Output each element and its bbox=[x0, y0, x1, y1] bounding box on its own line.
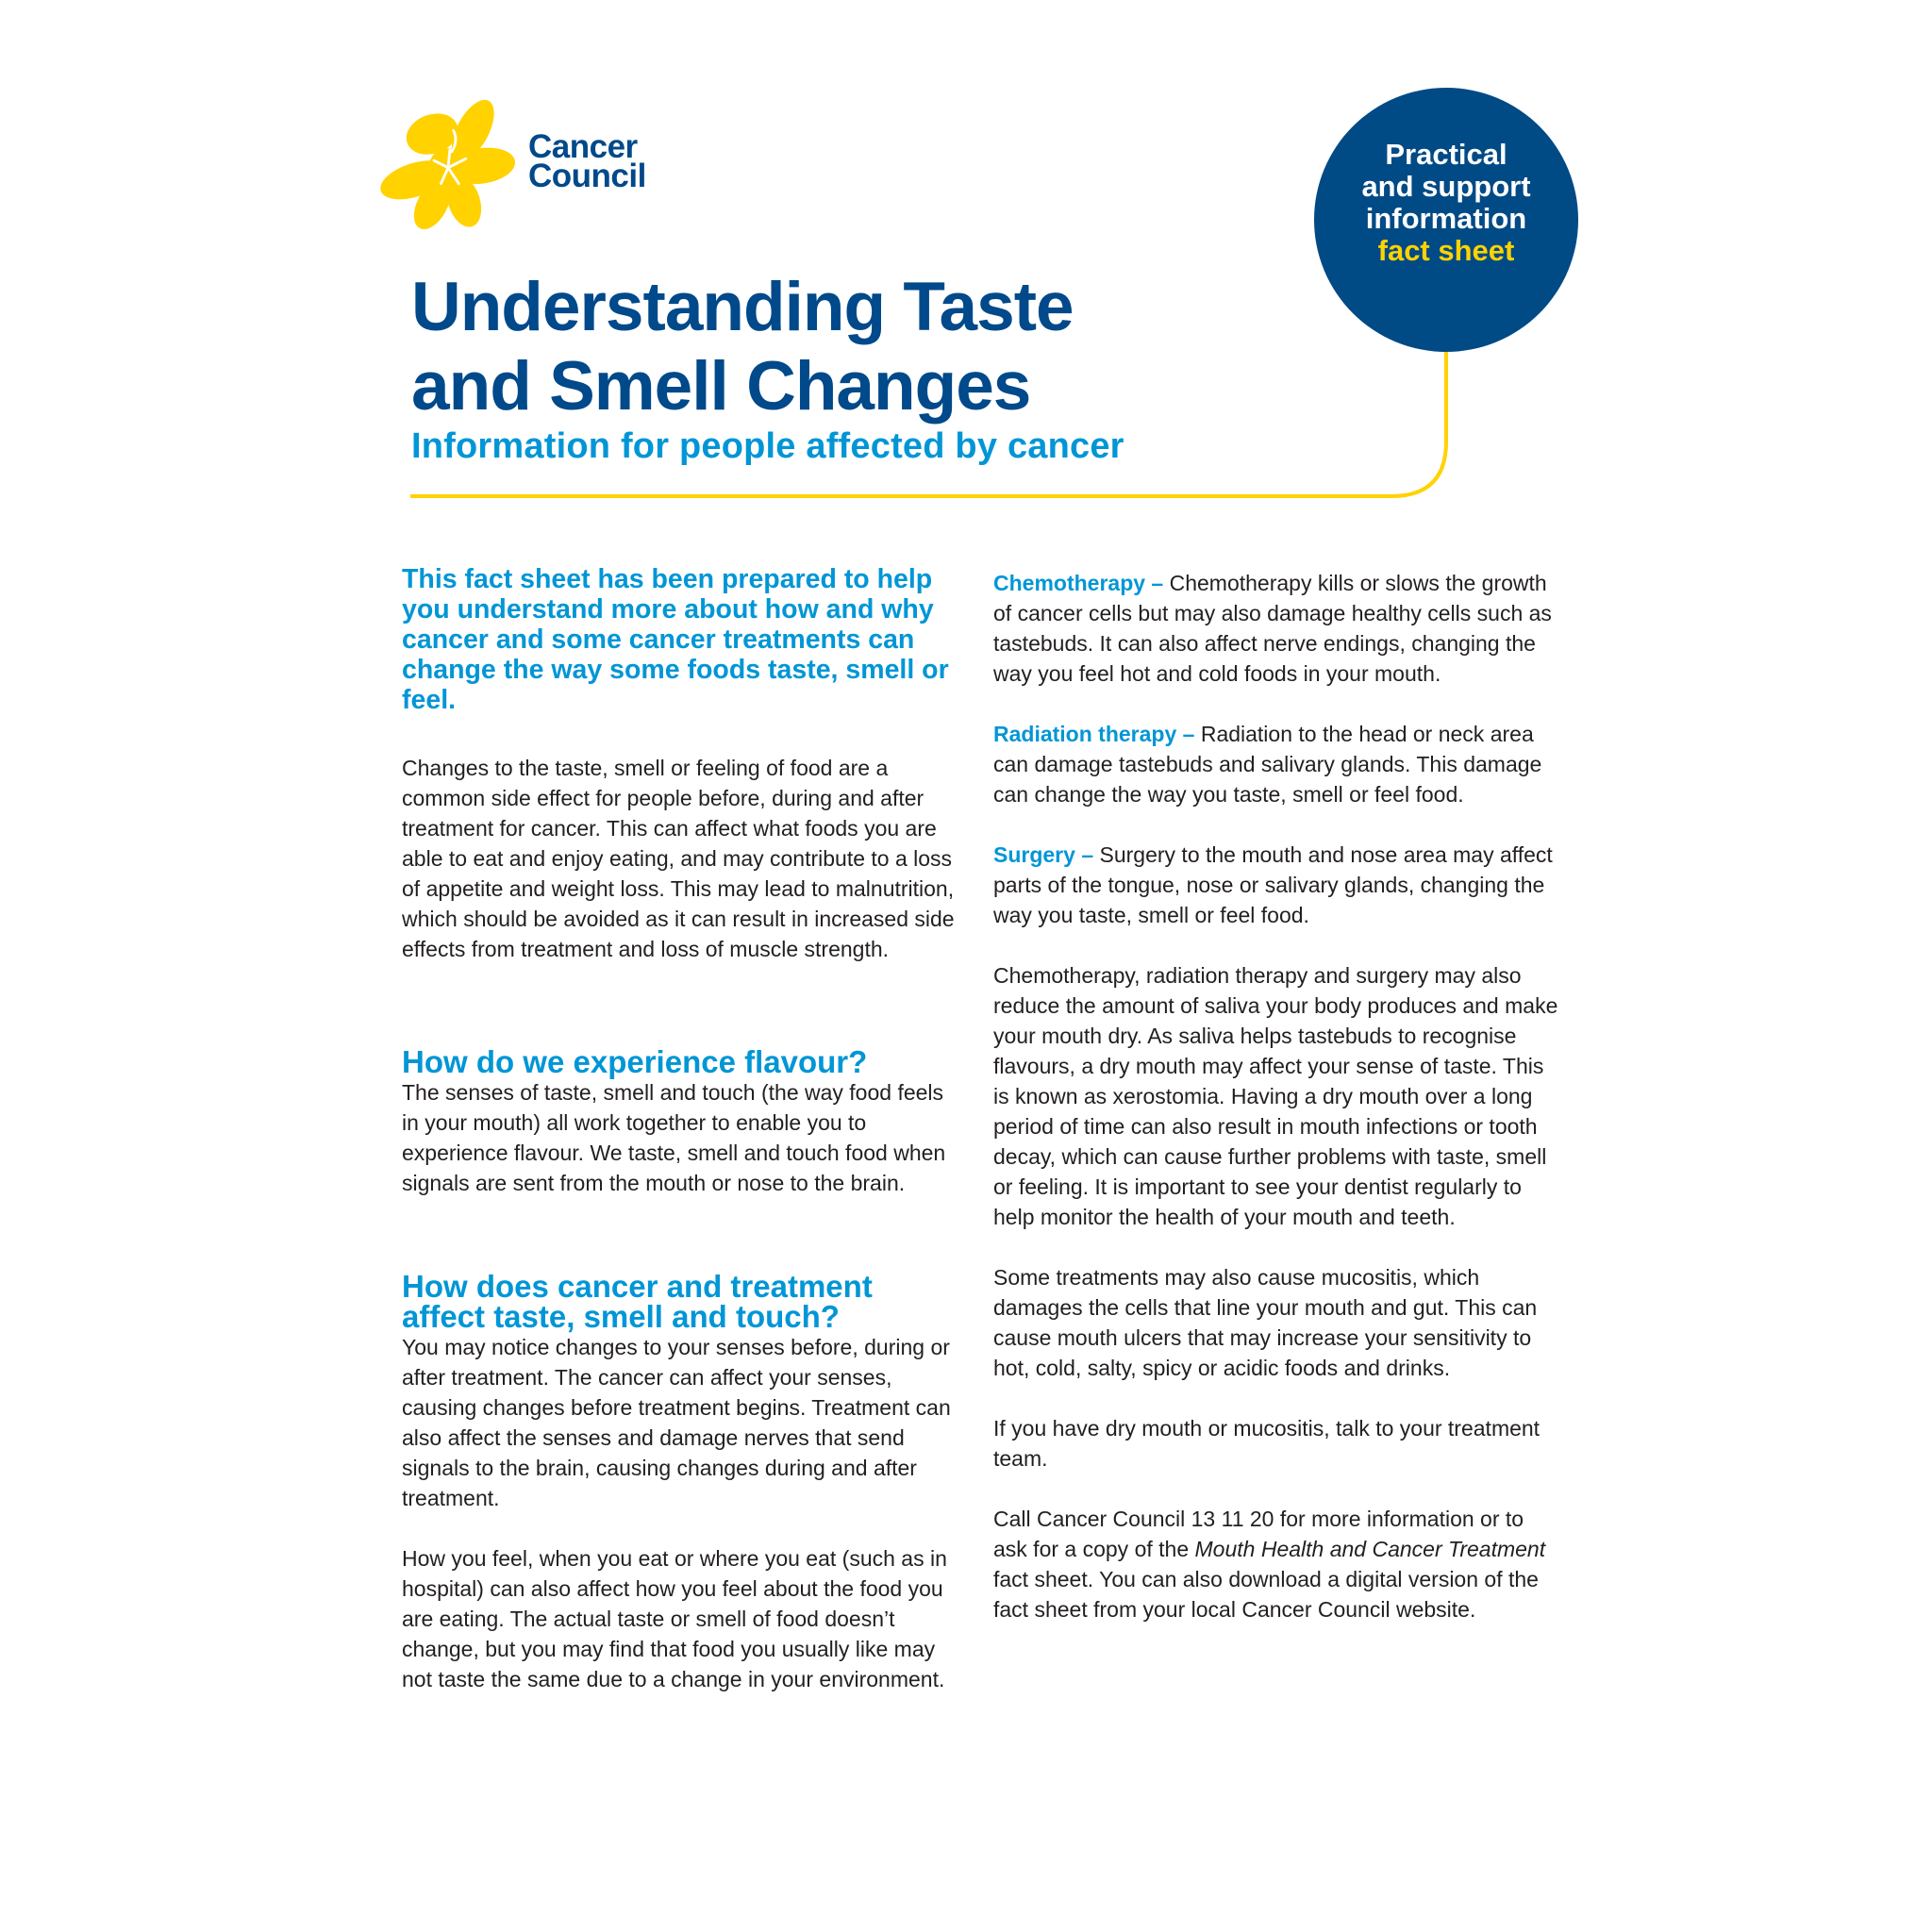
section-paragraph: The senses of taste, smell and touch (the way food feels in your mouth) all work together to enable you to experience flavour. We taste, smell and touch food when signals are sent from the mouth or nose to the brain. bbox=[402, 1080, 946, 1195]
dry-mouth-paragraph: Chemotherapy, radiation therapy and surgery may also reduce the amount of saliva your body produces and make your mouth dry. As saliva helps tastebuds to recognise flavours, a dry mouth may affect your sense of taste. This is known as xerostomia. Having a dry mouth over a long period of time can also result in mouth infections or tooth decay, which can cause further problems with taste, smell or feeling. It is important to see your dentist regularly to help monitor the health of your mouth and teeth. bbox=[993, 963, 1558, 1229]
publication-title: Mouth Health and Cancer Treatment bbox=[1194, 1537, 1546, 1561]
title-line1: Understanding Taste bbox=[411, 269, 1074, 345]
section-heading-cancer-treatment: How does cancer and treatment affect taste, smell and touch? bbox=[402, 1269, 873, 1334]
badge-line4: fact sheet bbox=[1377, 234, 1515, 267]
title-line2: and Smell Changes bbox=[411, 348, 1031, 425]
treatment-text: Surgery to the mouth and nose area may affect parts of the tongue, nose or salivary glands, changing the way you taste, smell or feel food. bbox=[993, 842, 1553, 927]
section-paragraph: You may notice changes to your senses before, during or after treatment. The cancer can affect your senses, causing changes before treatment begins. Treatment can also affect the senses and damage nerves that send signals to the brain, causing changes during and after treatment. bbox=[402, 1335, 951, 1510]
treatment-item-surgery bbox=[993, 840, 1559, 930]
treatment-item-chemotherapy bbox=[993, 568, 1559, 689]
page-title bbox=[411, 268, 1074, 426]
contact-text: Call Cancer Council bbox=[993, 1507, 1191, 1531]
helpline-phone-number: 13 11 20 bbox=[1191, 1507, 1274, 1531]
mucositis-paragraph: Some treatments may also cause mucositis, which damages the cells that line your mouth and gut. This can cause mouth ulcers that may increase your sensitivity to hot, cold, salty, spicy or acidic foods and drinks. bbox=[993, 1265, 1538, 1380]
brand-name bbox=[528, 128, 646, 194]
section-paragraph: How you feel, when you eat or where you eat (such as in hospital) can also affect how you feel about the food you are eating. The actual taste or smell of food doesn’t change, but you may find that food you usually like may not taste the same due to a change in your environment. bbox=[402, 1546, 947, 1691]
treatment-text: Radiation to the head or neck area can damage tastebuds and salivary glands. This damage can change the way you taste, smell or feel food. bbox=[993, 722, 1542, 807]
treatment-text: Chemotherapy kills or slows the growth of cancer cells but may also damage healthy cells such as tastebuds. It can also affect nerve endings, changing the way you feel hot and cold foods in your mouth. bbox=[993, 571, 1552, 686]
brand-name-line2: Council bbox=[528, 158, 646, 194]
contact-text: fact sheet. You can also download a digital version of the fact sheet from your local Cancer Council website. bbox=[993, 1567, 1539, 1622]
badge-line3: information bbox=[1365, 202, 1527, 235]
treatment-label: Chemotherapy – bbox=[993, 571, 1164, 595]
page-subtitle: Information for people affected by cancer bbox=[411, 426, 1124, 466]
cancer-council-logo bbox=[377, 92, 689, 234]
treatment-label: Surgery – bbox=[993, 842, 1094, 867]
treatment-team-paragraph: If you have dry mouth or mucositis, talk to your treatment team. bbox=[993, 1416, 1541, 1471]
badge-line2: and support bbox=[1361, 170, 1531, 203]
contact-text: for more information or to ask for a copy of the bbox=[993, 1507, 1524, 1561]
intro-statement: This fact sheet has been prepared to help you understand more about how and why cancer and some cancer treatments can change the way some foods taste, smell or feel. bbox=[402, 564, 949, 715]
badge-line1: Practical bbox=[1385, 138, 1507, 171]
section-heading-flavour: How do we experience flavour? bbox=[402, 1044, 868, 1079]
brand-name-line1: Cancer bbox=[528, 128, 638, 165]
treatment-item-radiation bbox=[993, 719, 1559, 809]
daffodil-icon bbox=[377, 92, 519, 234]
treatment-label: Radiation therapy – bbox=[993, 722, 1195, 746]
contact-paragraph bbox=[993, 1504, 1559, 1624]
fact-sheet-badge bbox=[1314, 88, 1578, 352]
left-column bbox=[402, 564, 958, 1724]
intro-paragraph: Changes to the taste, smell or feeling of food are a common side effect for people before, during and after treatment for cancer. This can affect what foods you are able to eat and enjoy eating, and may contribute to a loss of appetite and weight loss. This may lead to malnutrition, which should be avoided as it can result in increased side effects from treatment and loss of muscle strength. bbox=[402, 756, 955, 961]
right-column bbox=[993, 568, 1559, 1655]
